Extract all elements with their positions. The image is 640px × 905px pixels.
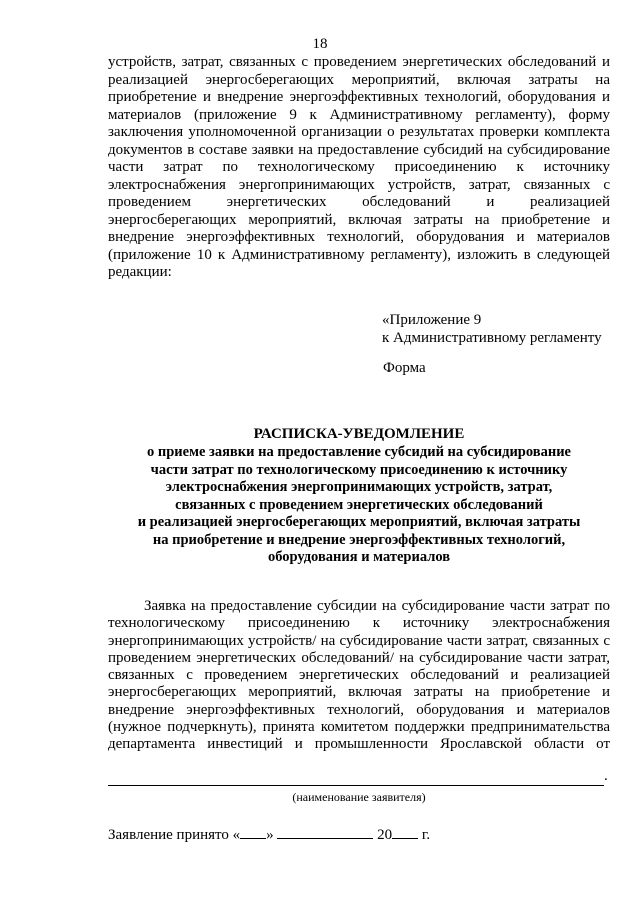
subtitle-line: на приобретение и внедрение энергоэффективных технологий, bbox=[152, 531, 566, 548]
day-blank[interactable] bbox=[240, 824, 266, 839]
accepted-prefix: Заявление принято « bbox=[108, 827, 241, 843]
applicant-name-line[interactable] bbox=[108, 785, 604, 786]
subtitle-line: части затрат по технологическому присоединению к источнику bbox=[150, 461, 568, 478]
line-end-period: . bbox=[604, 768, 608, 784]
page-number: 18 bbox=[312, 36, 328, 52]
body-text: Заявка на предоставление субсидии на субсидирование части затрат по технологическому присоединению к источнику электроснабжения энергопринимающих устройств/ на субсидирование части затрат, связанных с проведением энергетических обследований/ на субсидирование части затрат, связанных с проведением энергетических обследований и реализацией энергосберегающих мероприятий, включая затраты на приобретение и внедрение энергоэффективных технологий, оборудования и материалов (нужное подчеркнуть), принята комитетом поддержки предпринимательства департамента инвестиций и промышленности Ярославской области от bbox=[108, 598, 610, 753]
body-paragraph bbox=[108, 598, 610, 754]
form-label: Форма bbox=[383, 360, 426, 376]
subtitle-line: о приеме заявки на предоставление субсидий на субсидирование bbox=[146, 444, 571, 460]
document-subtitle bbox=[108, 444, 610, 567]
accepted-suffix: г. bbox=[418, 827, 431, 843]
year-prefix: 20 bbox=[377, 827, 393, 843]
document-title: РАСПИСКА-УВЕДОМЛЕНИЕ bbox=[253, 426, 465, 442]
subtitle-line: и реализацией энергосберегающих мероприятий, включая затраты bbox=[137, 514, 581, 530]
subtitle-line: связанных с проведением энергетических обследований bbox=[175, 496, 543, 513]
appendix-reference: к Административному регламенту bbox=[382, 330, 602, 346]
subtitle-line: оборудования и материалов bbox=[267, 549, 451, 565]
appendix-label: «Приложение 9 bbox=[382, 312, 482, 328]
year-blank[interactable] bbox=[392, 824, 418, 839]
applicant-caption: (наименование заявителя) bbox=[292, 790, 426, 804]
month-blank[interactable] bbox=[277, 824, 373, 839]
accepted-close-quote: » bbox=[266, 827, 274, 843]
subtitle-line: электроснабжения энергопринимающих устройств, затрат, bbox=[165, 479, 553, 495]
accepted-date-line bbox=[108, 824, 430, 844]
intro-paragraph: устройств, затрат, связанных с проведением энергетических обследований и реализацией энергосберегающих мероприятий, включая затраты на приобретение и внедрение энергоэффективных технологий, оборудования и материалов (приложение 9 к Административному регламенту), форму заключения уполномоченной организации о результатах проверки комплекта документов в составе заявки на предоставление субсидий на субсидирование части затрат по технологическому присоединению к источнику электроснабжения энергопринимающих устройств, затрат, связанных с проведением энергетических обследований и реализацией энергосберегающих мероприятий, включая затраты на приобретение и внедрение энергоэффективных технологий, оборудования и материалов (приложение 10 к Административному регламенту), изложить в следующей редакции: bbox=[108, 54, 610, 280]
